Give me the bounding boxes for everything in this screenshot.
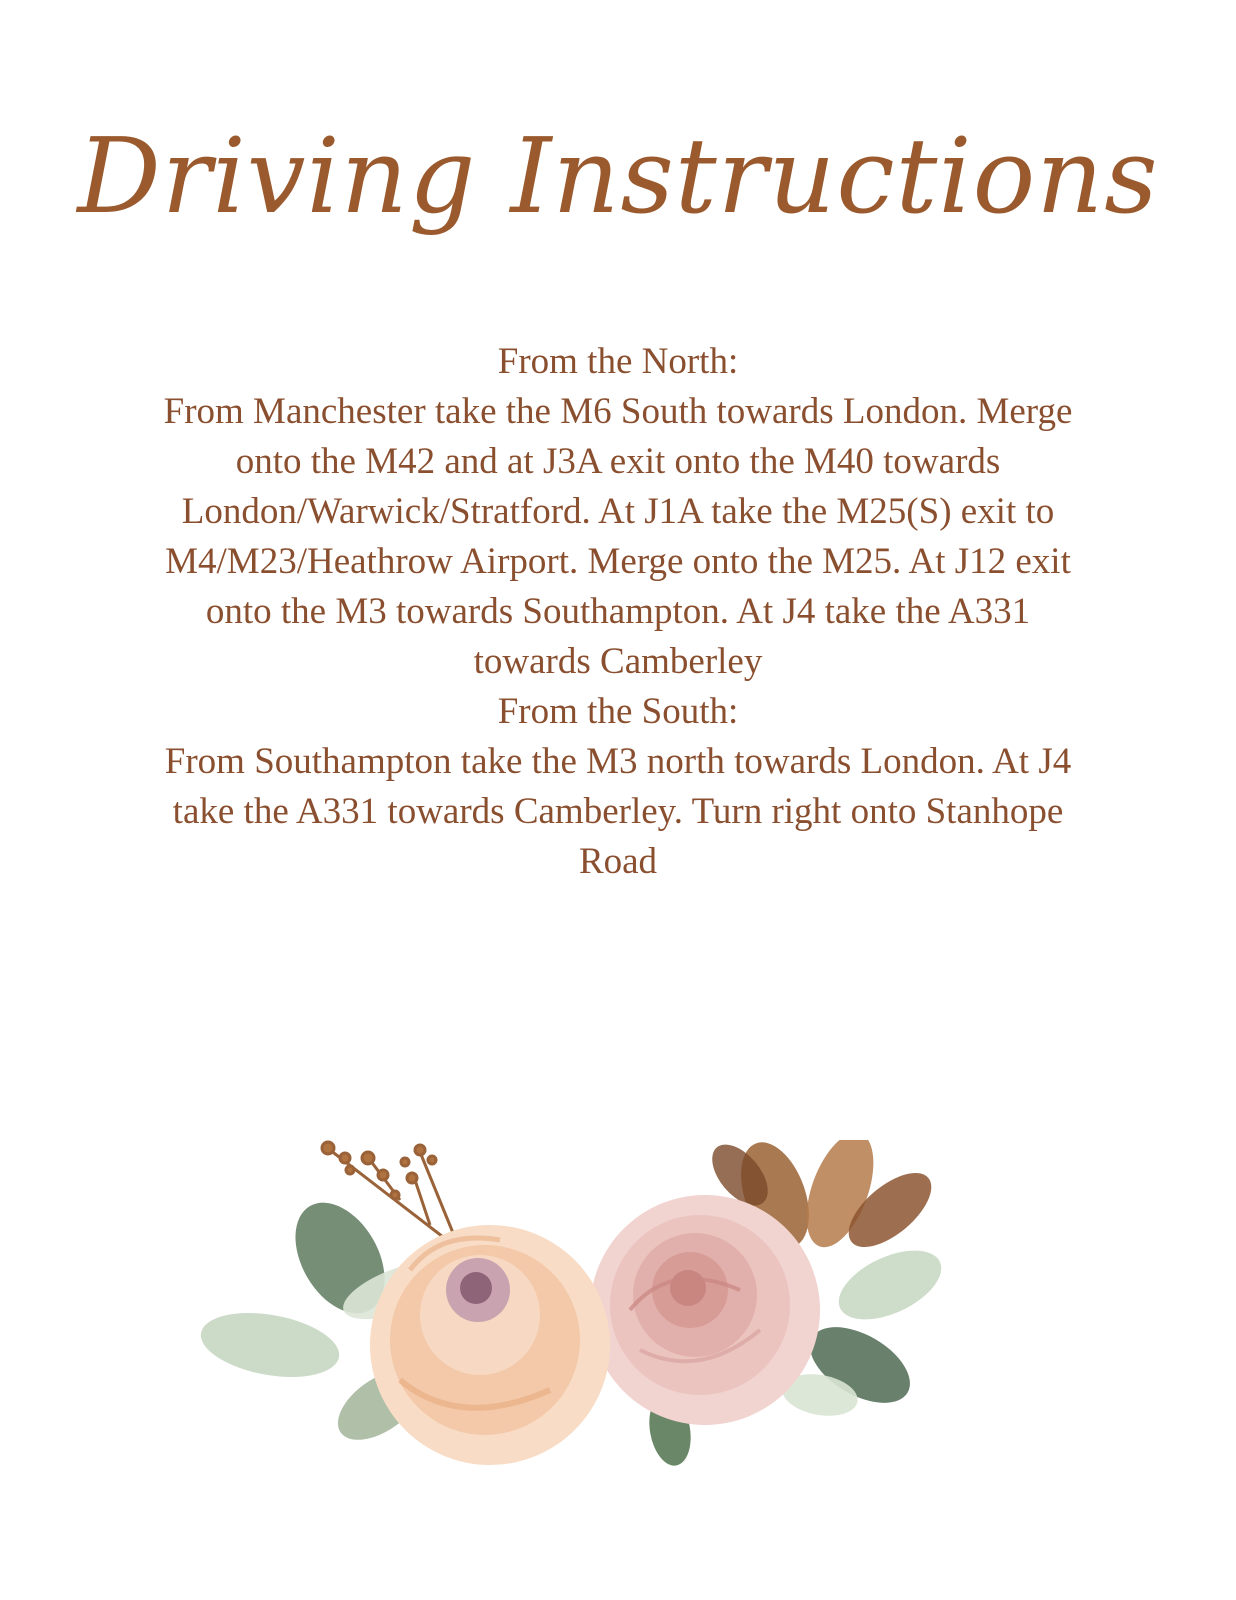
peach-flower (370, 1225, 610, 1465)
floral-arrangement-image (200, 1140, 980, 1500)
north-instructions: From Manchester take the M6 South towards London. Merge onto the M42 and at J3A exit onto the M40 towards London/Warwick/Stratford. At J1A take the M25(S) exit to M4/M23/Heathrow Airport. Merge onto the M25. At J12 exit onto the M3 towards Southampton. At J4 take the A331 towards Camberley (163, 391, 1073, 682)
pink-rose (590, 1195, 820, 1425)
instructions-body (150, 337, 1086, 887)
south-instructions: From Southampton take the M3 north towards London. At J4 take the A331 towards Camberley. Turn right onto Stanhope Road (164, 741, 1072, 882)
south-heading: From the South: (497, 691, 739, 732)
north-heading: From the North: (497, 341, 739, 382)
page-title: Driving Instructions (77, 115, 1159, 237)
